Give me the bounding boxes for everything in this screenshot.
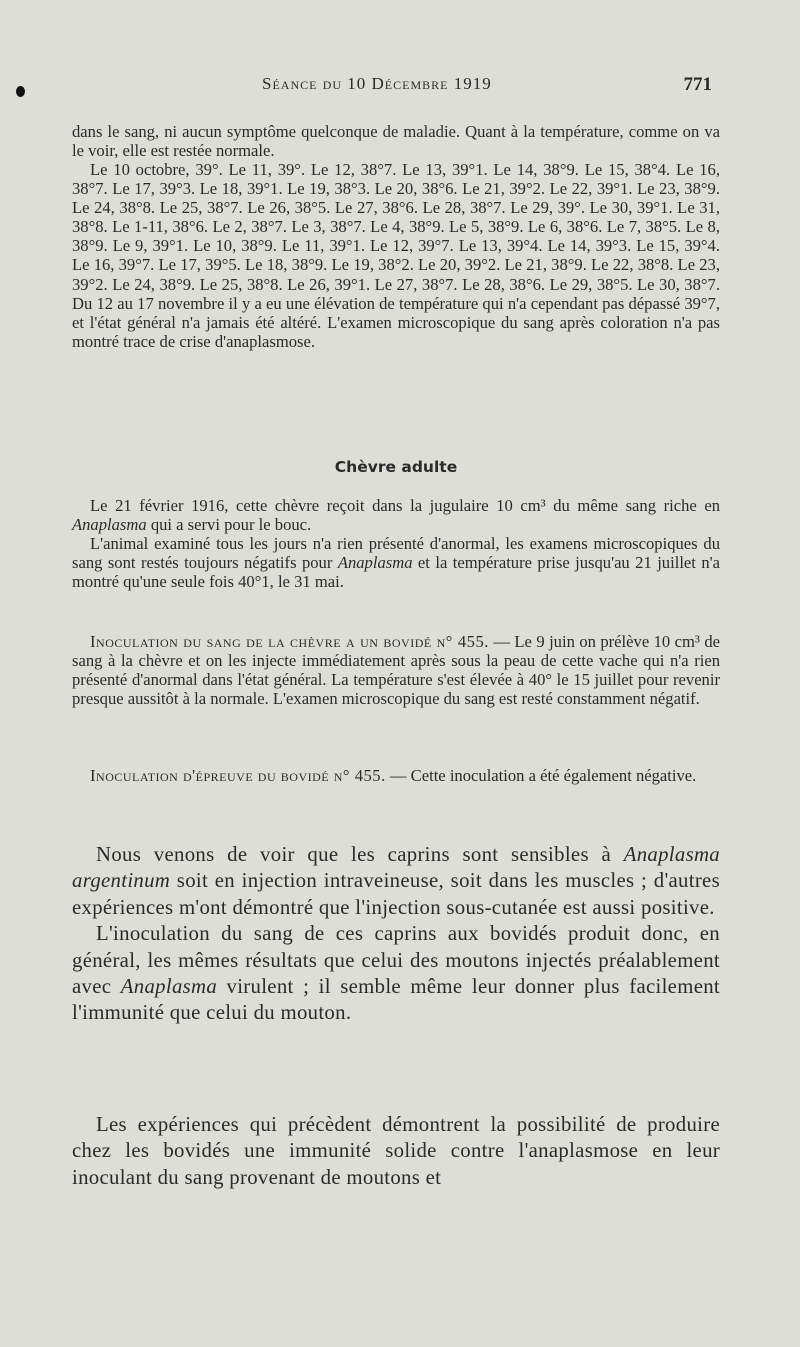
paragraph-6-text: — Cette inoculation a été également négative. (385, 766, 697, 785)
running-header (72, 74, 712, 100)
paragraph-3 (72, 496, 720, 534)
temperature-record (72, 160, 720, 351)
paragraph-2: Le 10 octobre, 39°. Le 11, 39°. Le 12, 38°7. Le 13, 39°1. Le 14, 38°9. Le 15, 38°4. Le 16, 38°7. Le 17, 39°3. Le 18, 39°1. Le 19, 38°3. Le 20, 38°6. Le 21, 39°2. Le 22, 39°1. Le 23, 38°9. Le 24, 38°8. Le 25, 38°7. Le 26, 38°5. Le 27, 38°6. Le 28, 38°7. Le 29, 39°. Le 30, 39°1. Le 31, 38°8. Le 1-11, 38°6. Le 2, 38°7. Le 3, 38°7. Le 4, 38°9. Le 5, 38°9. Le 6, 38°6. Le 7, 38°5. Le 8, 38°9. Le 9, 39°1. Le 10, 38°9. Le 11, 39°1. Le 12, 39°7. Le 13, 39°4. Le 14, 39°3. Le 15, 39°4. Le 16, 39°7. Le 17, 39°5. Le 18, 38°9. Le 19, 38°2. Le 20, 39°2. Le 21, 38°9. Le 22, 38°8. Le 23, 39°2. Le 24, 38°9. Le 25, 38°8. Le 26, 39°1. Le 27, 38°7. Le 28, 38°6. Le 29, 38°5. Le 30, 38°7. Du 12 au 17 novembre il y a eu une élévation de température qui n'a cependant pas dépassé 39°7, et l'état général n'a jamais été altéré. L'examen microscopique du sang après coloration n'a pas montré trace de crise d'anaplasmose. (72, 160, 720, 351)
paragraph-4-text-a: L'animal examiné tous les jours n'a rien présenté d'anormal, les examens microscopiques du sang sont restés toujours négatifs pour (72, 534, 720, 573)
paragraph-1: dans le sang, ni aucun symptôme quelconque de maladie. Quant à la température, comme on va le voir, elle est restée normale. (72, 122, 720, 161)
paragraph-4 (72, 534, 720, 591)
paragraph-8 (72, 921, 720, 1027)
goat-section (72, 496, 720, 591)
inoculation-section (72, 632, 720, 708)
paragraph-intro (72, 122, 720, 160)
paragraph-7-text-a: Nous venons de voir que les caprins sont sensibles à (96, 843, 624, 866)
paragraph-5-text: — Le 9 juin on prélève 10 cm³ de sang à la chèvre et on les injecte immédiatement après sous la peau de cette vache qui n'a rien présenté d'anormal dans l'état général. La température s'est élevée à 40° le 15 juillet pour revenir presque aussitôt à la normale. L'examen microscopique du sang est resté constamment négatif. (72, 632, 721, 709)
conclusion-section (72, 842, 720, 1027)
paragraph-3-text-b: qui a servi pour le bouc. (146, 515, 312, 535)
paragraph-3-text-a: Le 21 février 1916, cette chèvre reçoit dans la jugulaire 10 cm³ du même sang riche en (90, 496, 720, 515)
paragraph-7-species: Anaplasma argentinum (72, 843, 720, 893)
paragraph-6-lead: Inoculation d'épreuve du bovidé n° 455. (90, 766, 386, 785)
section-heading: Chèvre adulte (334, 458, 458, 476)
paragraph-8-text-b: virulent ; il semble même leur donner plus facilement l'immunité que celui du mouton. (72, 975, 720, 1025)
paragraph-5-lead: Inoculation du sang de la chèvre a un bovidé n° 455. (90, 632, 489, 651)
paragraph-8-text-a: L'inoculation du sang de ces caprins aux bovidés produit donc, en général, les mêmes résultats que celui des moutons injectés préalablement avec (72, 922, 720, 999)
challenge-section (72, 766, 720, 785)
final-section (72, 1112, 720, 1191)
paragraph-4-species: Anaplasma (337, 553, 413, 573)
paragraph-3-species: Anaplasma (72, 515, 147, 535)
paragraph-4-text-b: et la température prise jusqu'au 21 juillet n'a montré qu'une seule fois 40°1, le 31 mai. (72, 553, 721, 592)
paragraph-7 (72, 842, 720, 921)
paragraph-7-text-b: soit en injection intraveineuse, soit dans les muscles ; d'autres expériences m'ont démontré que l'injection sous-cutanée est aussi positive. (72, 869, 720, 919)
paragraph-9: Les expériences qui précèdent démontrent la possibilité de produire chez les bovidés une immunité solide contre l'anaplasmose en leur inoculant du sang provenant de moutons et (72, 1113, 720, 1189)
paragraph-6 (72, 766, 720, 785)
paragraph-8-species: Anaplasma (120, 975, 218, 999)
page-number: 771 (683, 74, 712, 95)
margin-dot (16, 86, 25, 97)
running-title: Séance du 10 Décembre 1919 (262, 74, 492, 93)
paragraph-5 (72, 632, 720, 708)
